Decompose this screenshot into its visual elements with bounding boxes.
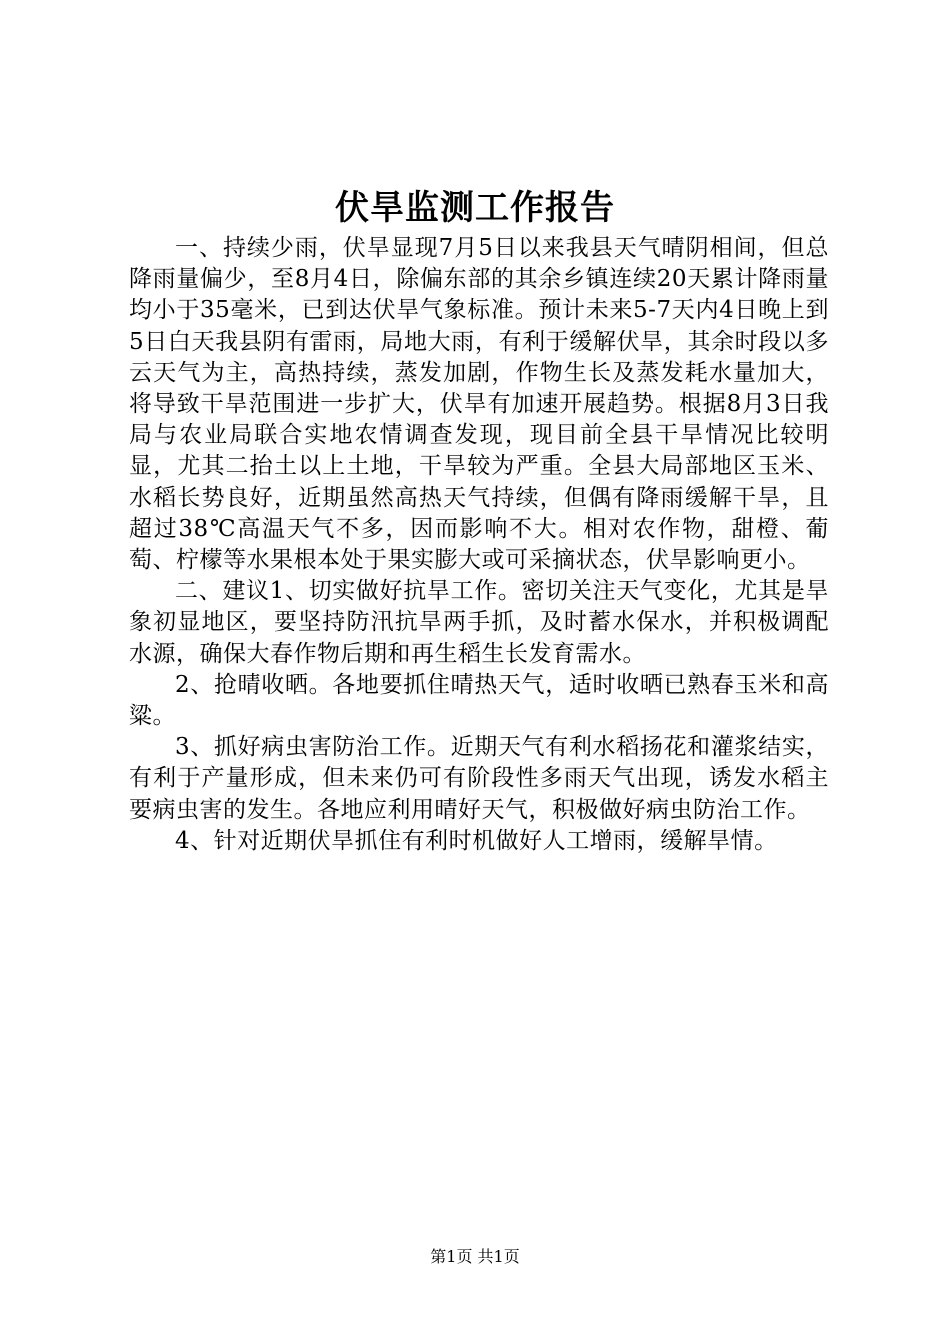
page-footer: 第1页 共1页 [430,1247,520,1266]
paragraph-5: 4、针对近期伏旱抓住有利时机做好人工增雨，缓解旱情。 [175,827,778,854]
page-title: 伏旱监测工作报告 [335,188,615,228]
document-body [129,233,829,857]
paragraph-3: 2、抢晴收晒。各地要抓住晴热天气，适时收晒已熟春玉米和高粱。 [129,671,829,730]
paragraph-2: 二、建议1、切实做好抗旱工作。密切关注天气变化，尤其是旱象初显地区，要坚持防汛抗旱两手抓，及时蓄水保水，并积极调配水源，确保大春作物后期和再生稻生长发育需水。 [129,578,829,667]
paragraph-1: 一、持续少雨，伏旱显现7月5日以来我县天气晴阴相间，但总降雨量偏少，至8月4日，除偏东部的其余乡镇连续20天累计降雨量均小于35毫米，已到达伏旱气象标准。预计未来5-7天内4日晚上到5日白天我县阴有雷雨，局地大雨，有利于缓解伏旱，其余时段以多云天气为主，高热持续，蒸发加剧，作物生长及蒸发耗水量加大，将导致干旱范围进一步扩大，伏旱有加速开展趋势。根据8月3日我局与农业局联合实地农情调查发现，现目前全县干旱情况比较明显，尤其二抬土以上土地，干旱较为严重。全县大局部地区玉米、水稻长势良好，近期虽然高热天气持续，但偶有降雨缓解干旱，且超过38℃高温天气不多，因而影响不大。相对农作物，甜橙、葡萄、柠檬等水果根本处于果实膨大或可采摘状态，伏旱影响更小。 [129,235,829,574]
paragraph-4: 3、抓好病虫害防治工作。近期天气有利水稻扬花和灌浆结实，有利于产量形成，但未来仍可有阶段性多雨天气出现，诱发水稻主要病虫害的发生。各地应利用晴好天气，积极做好病虫防治工作。 [129,734,829,823]
